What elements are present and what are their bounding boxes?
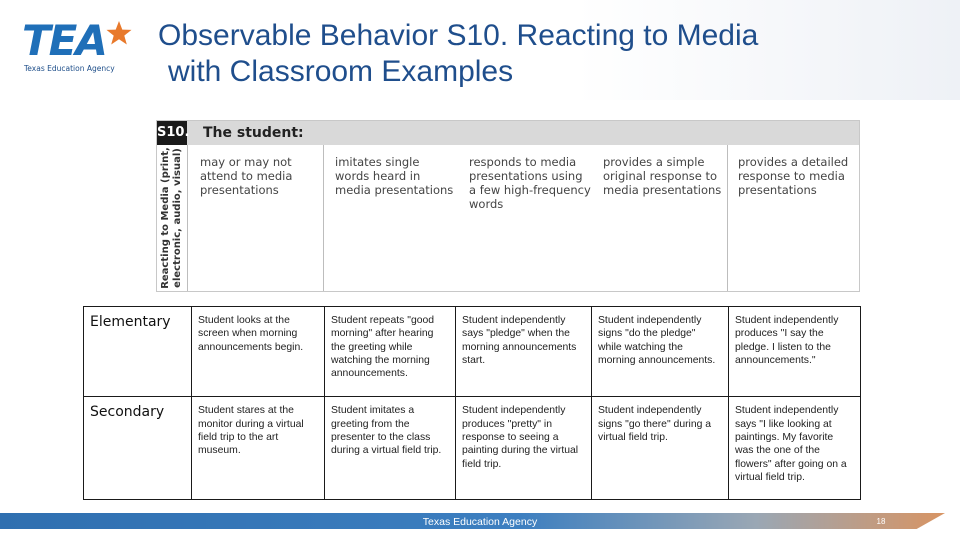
table-cell: Student independently produces "pretty" in response to seeing a painting during the virtual field trip. (456, 397, 592, 500)
rubric-header (157, 121, 859, 145)
rubric-level-3: responds to media presentations using a few high-frequency words (469, 155, 591, 211)
table-cell: Student independently signs "go there" during a virtual field trip. (592, 397, 729, 500)
rubric-divider (187, 145, 188, 291)
table-cell: Student independently says "I like looking at paintings. My favorite was the one of the flowers" after going on a virtual field trip. (729, 397, 861, 500)
table-cell: Student imitates a greeting from the presenter to the class during a virtual field trip. (325, 397, 456, 500)
table-cell: Student independently produces "I say the pledge. I listen to the announcements." (729, 307, 861, 397)
rubric-level-5: provides a detailed response to media presentations (738, 155, 849, 197)
table-row (84, 397, 861, 500)
rubric-divider (727, 145, 728, 291)
row-label-secondary: Secondary (84, 397, 192, 500)
page-title-line1: Observable Behavior S10. Reacting to Media (158, 19, 759, 52)
row-label-elementary: Elementary (84, 307, 192, 397)
logo-tagline: Texas Education Agency (24, 64, 115, 73)
examples-table (83, 306, 861, 500)
rubric-level-4: provides a simple original response to media presentations (603, 155, 722, 197)
table-row (84, 307, 861, 397)
table-cell: Student stares at the monitor during a virtual field trip to the art museum. (192, 397, 325, 500)
rubric-excerpt (156, 120, 860, 292)
table-cell: Student independently says "pledge" when the morning announcements start. (456, 307, 592, 397)
rubric-side-label-line1: Reacting to Media (print, (160, 147, 171, 289)
rubric-level-1: may or may not attend to media presentations (200, 155, 293, 197)
page-title (158, 18, 918, 90)
logo-wordmark: TEA (22, 16, 106, 65)
table-cell: Student repeats "good morning" after hearing the greeting while watching the morning announcements. (325, 307, 456, 397)
rubric-divider (323, 145, 324, 291)
rubric-code: S10. (157, 121, 187, 145)
table-cell: Student looks at the screen when morning announcements begin. (192, 307, 325, 397)
rubric-side-label-line2: electronic, audio, visual) (172, 148, 183, 288)
footer-agency: Texas Education Agency (422, 516, 538, 528)
rubric-level-2: imitates single words heard in media presentations (335, 155, 454, 197)
star-icon (105, 20, 133, 46)
page-number: 18 (876, 517, 886, 526)
rubric-side-label (159, 147, 185, 289)
table-cell: Student independently signs "do the pledge" while watching the morning announcements. (592, 307, 729, 397)
page-title-line2: with Classroom Examples (168, 55, 514, 88)
tea-logo (22, 18, 132, 78)
rubric-heading: The student: (203, 125, 304, 141)
